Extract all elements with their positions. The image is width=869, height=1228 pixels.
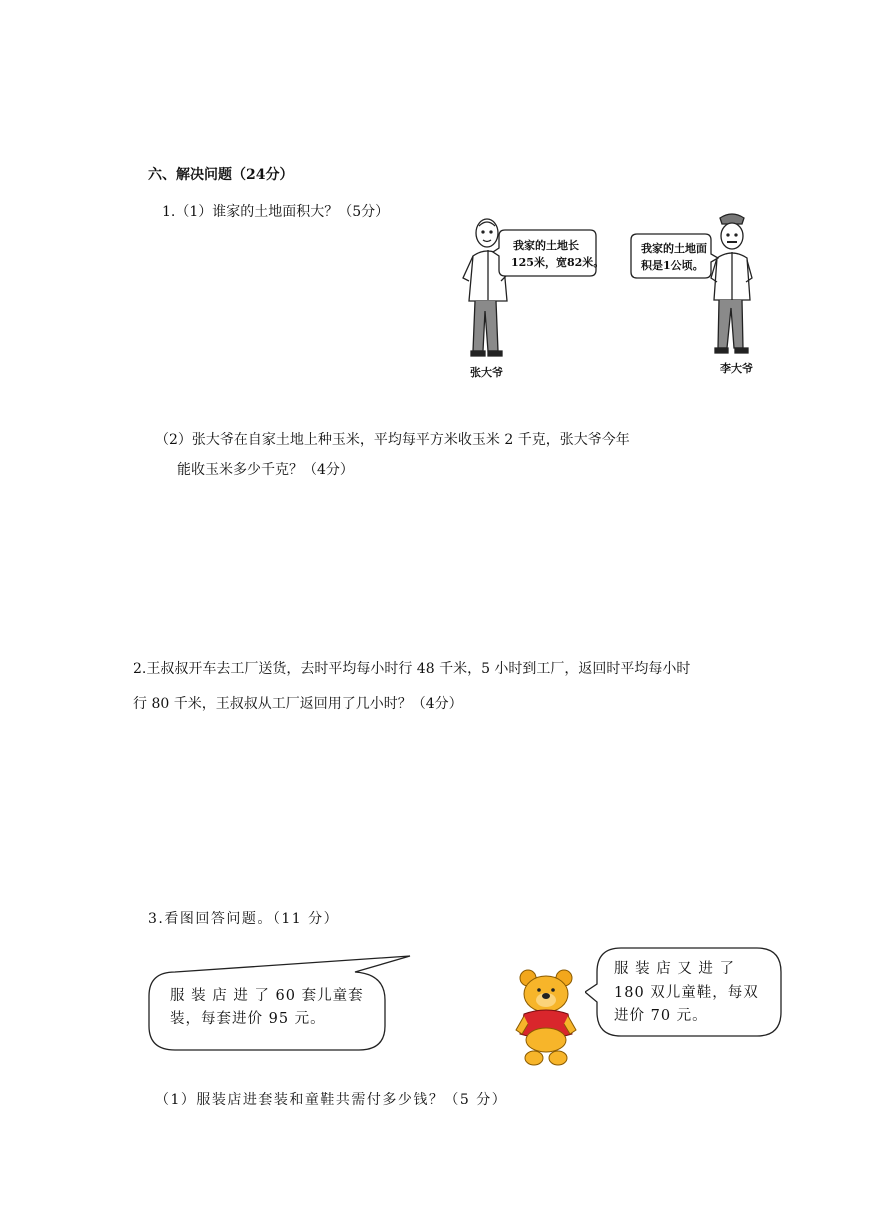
q2-line2: 行 80 千米，王叔叔从工厂返回用了几小时？（4分） [133,696,463,712]
li-name-label: 李大爷 [720,362,753,375]
zhang-speech-line1: 我家的土地长 [513,239,579,252]
land-illustration [455,208,760,383]
q1-part2-line1: （2）张大爷在自家土地上种玉米，平均每平方米收玉米 2 千克，张大爷今年 [155,432,630,448]
q3-title: 3.看图回答问题。（11 分） [148,911,340,927]
section-title: 六、解决问题（24分） [148,167,294,183]
q3-right-bubble-line3: 进价 70 元。 [614,1008,708,1024]
li-figure [711,214,752,353]
two-men-illustration [455,208,760,383]
zhang-name-label: 张大爷 [470,366,503,379]
bear-character-icon [510,966,582,1068]
li-speech-line2: 积是1公顷。 [641,259,704,272]
q1-part2-line2: 能收玉米多少千克？（4分） [177,462,354,478]
q1-part1: 1.（1）谁家的土地面积大？（5分） [162,204,390,220]
q3-left-bubble-line2: 装，每套进价 95 元。 [170,1011,326,1027]
zhang-speech-line2: 125米，宽82米。 [511,256,605,269]
li-speech-line1: 我家的土地面 [641,242,707,255]
q2-line1: 2.王叔叔开车去工厂送货，去时平均每小时行 48 千米，5 小时到工厂，返回时平均每小时 [133,661,691,677]
q3-right-bubble-line1: 服 装 店 又 进 了 [614,961,736,977]
q3-right-bubble-line2: 180 双儿童鞋，每双 [614,985,759,1001]
q3-left-bubble-line1: 服 装 店 进 了 60 套儿童套 [170,988,364,1004]
q3-part1: （1）服装店进套装和童鞋共需付多少钱？（5 分） [155,1092,508,1108]
